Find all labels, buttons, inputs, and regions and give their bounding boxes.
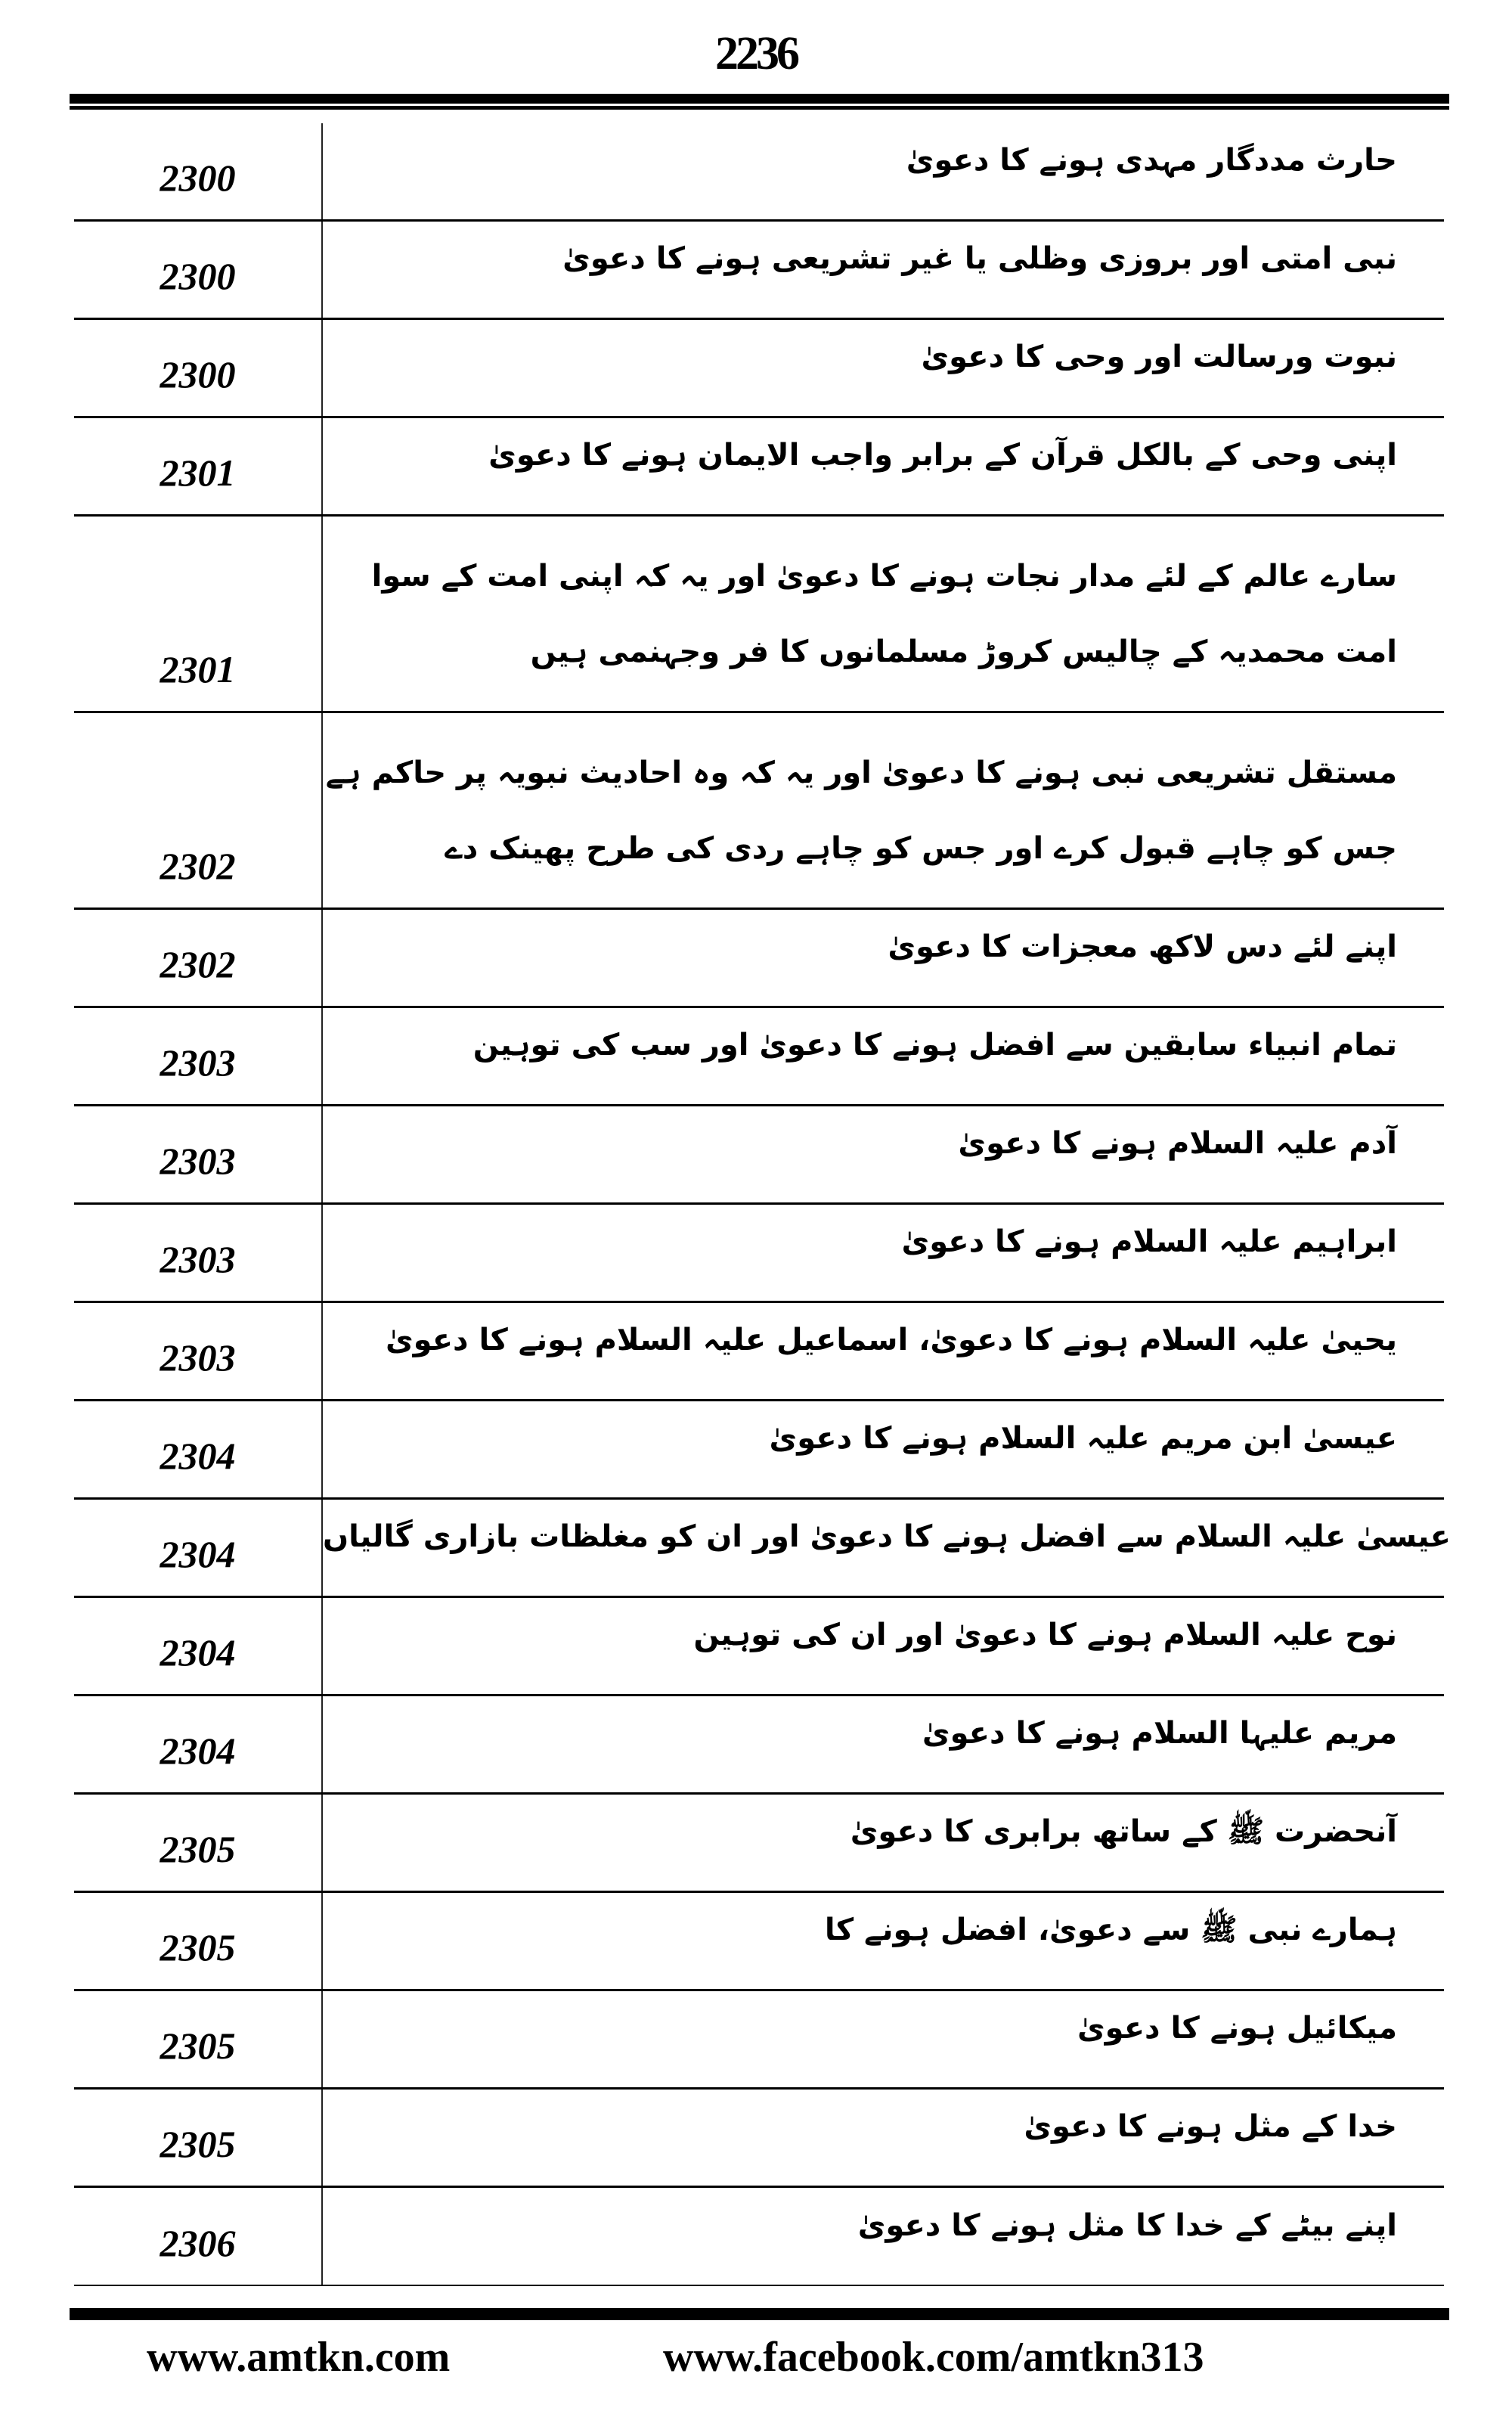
entry-description: [323, 123, 1444, 219]
entry-description: [323, 517, 1444, 711]
table-row: [74, 1401, 1444, 1500]
page-reference: 2306: [74, 2188, 323, 2285]
entry-line: عیسیٰ علیہ السلام سے افضل ہونے کا دعویٰ اور ان کو مغلظات بازاری گالیاں: [323, 1519, 1451, 1554]
entry-line: جس کو چاہے قبول کرے اور جس کو چاہے ردی کی طرح پھینک دے: [445, 831, 1397, 866]
page-reference: 2304: [74, 1500, 323, 1596]
page-reference: 2300: [74, 123, 323, 219]
table-row: [74, 713, 1444, 910]
table-row: [74, 2090, 1444, 2188]
table-row: [74, 517, 1444, 713]
page-reference: 2305: [74, 2090, 323, 2186]
entry-description: [323, 1303, 1444, 1399]
table-row: [74, 1008, 1444, 1106]
entry-description: [323, 1401, 1444, 1497]
table-row: [74, 418, 1444, 517]
entry-description: [323, 1008, 1444, 1104]
page-number: 2236: [715, 28, 797, 79]
entry-line: اپنے بیٹے کے خدا کا مثل ہونے کا دعویٰ: [857, 2208, 1397, 2243]
page-reference: 2303: [74, 1106, 323, 1202]
page-reference: 2303: [74, 1303, 323, 1399]
entry-line: نبوت ورسالت اور وحی کا دعویٰ: [921, 340, 1397, 374]
facebook-link[interactable]: www.facebook.com/amtkn313: [663, 2334, 1204, 2381]
page-reference: 2305: [74, 1893, 323, 1989]
entry-line: عیسیٰ ابن مریم علیہ السلام ہونے کا دعویٰ: [769, 1421, 1397, 1456]
table-row: [74, 1795, 1444, 1893]
entry-line: خدا کے مثل ہونے کا دعویٰ: [1024, 2109, 1397, 2144]
table-row: [74, 1106, 1444, 1205]
table-row: [74, 123, 1444, 222]
table-row: [74, 1991, 1444, 2090]
table-row: [74, 2188, 1444, 2286]
entry-line: تمام انبیاء سابقین سے افضل ہونے کا دعویٰ اور سب کی توہین: [472, 1028, 1397, 1063]
header-rule-thick: [70, 94, 1449, 104]
entry-line: میکائیل ہونے کا دعویٰ: [1077, 2011, 1397, 2046]
header-rule-thin: [70, 106, 1449, 110]
index-table: [74, 123, 1451, 2286]
table-row: [74, 910, 1444, 1008]
entry-description: [323, 222, 1444, 318]
entry-description: [323, 1205, 1444, 1301]
page-reference: 2300: [74, 222, 323, 318]
table-row: [74, 1598, 1444, 1696]
entry-description: [323, 418, 1444, 514]
entry-line: اپنی وحی کے بالکل قرآن کے برابر واجب الایمان ہونے کا دعویٰ: [488, 438, 1397, 473]
entry-description: [323, 713, 1444, 908]
entry-line: مستقل تشریعی نبی ہونے کا دعویٰ اور یہ کہ وہ احادیث نبویہ پر حاکم ہے: [325, 755, 1397, 790]
table-row: [74, 1303, 1444, 1401]
entry-description: [323, 2090, 1444, 2186]
page-reference: 2301: [74, 418, 323, 514]
entry-description: [323, 1500, 1498, 1596]
page-reference: 2304: [74, 1696, 323, 1792]
entry-description: [323, 2188, 1444, 2285]
entry-line: امت محمدیہ کے چالیس کروڑ مسلمانوں کا فر وجہنمی ہیں: [530, 634, 1397, 669]
entry-line: حارث مددگار مہدی ہونے کا دعویٰ: [906, 143, 1397, 178]
entry-description: [323, 1696, 1444, 1792]
page-reference: 2305: [74, 1991, 323, 2087]
entry-line: ابراہیم علیہ السلام ہونے کا دعویٰ: [901, 1224, 1397, 1259]
page-reference: 2301: [74, 517, 323, 711]
table-row: [74, 1205, 1444, 1303]
entry-description: [323, 320, 1444, 416]
website-link[interactable]: www.amtkn.com: [147, 2334, 451, 2381]
footer-rule: [70, 2308, 1449, 2320]
table-row: [74, 1696, 1444, 1795]
footer: [0, 2333, 1512, 2386]
entry-line: آدم علیہ السلام ہونے کا دعویٰ: [958, 1126, 1397, 1161]
page-reference: 2305: [74, 1795, 323, 1891]
entry-description: [323, 1795, 1444, 1891]
entry-line: مریم علیہا السلام ہونے کا دعویٰ: [922, 1716, 1397, 1751]
entry-line: اپنے لئے دس لاکھ معجزات کا دعویٰ: [888, 929, 1397, 964]
table-row: [74, 1500, 1451, 1598]
entry-line: یحییٰ علیہ السلام ہونے کا دعویٰ، اسماعیل علیہ السلام ہونے کا دعویٰ: [385, 1323, 1397, 1357]
page-reference: 2302: [74, 910, 323, 1006]
page-reference: 2303: [74, 1008, 323, 1104]
entry-description: [323, 1106, 1444, 1202]
entry-line: نبی امتی اور بروزی وظلی یا غیر تشریعی ہونے کا دعویٰ: [562, 241, 1397, 276]
entry-line: نوح علیہ السلام ہونے کا دعویٰ اور ان کی توہین: [693, 1618, 1397, 1652]
entry-line: آنحضرت ﷺ کے ساتھ برابری کا دعویٰ: [850, 1814, 1397, 1849]
page-reference: 2302: [74, 713, 323, 908]
entry-description: [323, 910, 1444, 1006]
entry-line: ہمارے نبی ﷺ سے دعویٰ، افضل ہونے کا: [824, 1913, 1397, 1947]
page-reference: 2304: [74, 1598, 323, 1694]
page-reference: 2304: [74, 1401, 323, 1497]
entry-description: [323, 1598, 1444, 1694]
entry-description: [323, 1991, 1444, 2087]
table-row: [74, 222, 1444, 320]
entry-description: [323, 1893, 1444, 1989]
page-reference: 2300: [74, 320, 323, 416]
table-row: [74, 320, 1444, 418]
entry-line: سارے عالم کے لئے مدار نجات ہونے کا دعویٰ اور یہ کہ اپنی امت کے سوا: [371, 559, 1397, 594]
page-reference: 2303: [74, 1205, 323, 1301]
table-row: [74, 1893, 1444, 1991]
